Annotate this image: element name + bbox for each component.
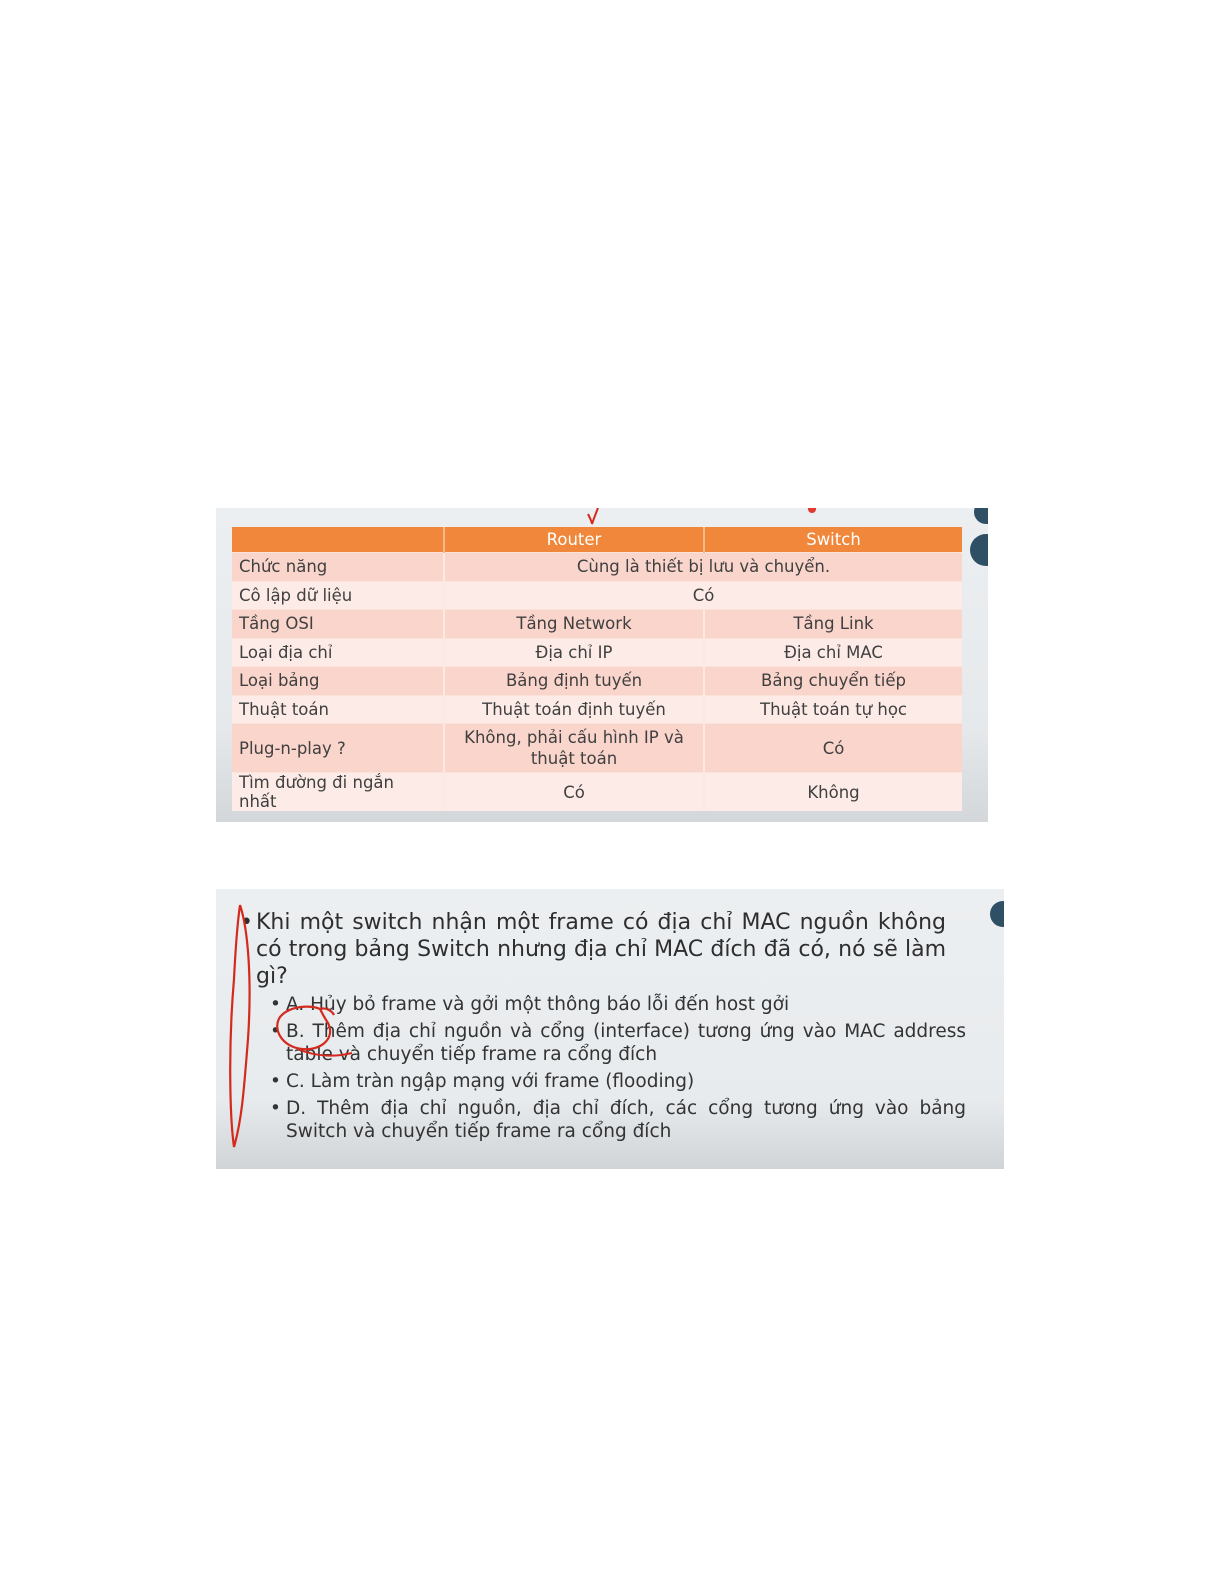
switch-cell: Tầng Link: [704, 610, 962, 639]
slide-decoration-dot: [974, 508, 988, 524]
pen-annotation-check: [586, 508, 616, 528]
merged-cell: Có: [444, 581, 962, 610]
merged-cell: Cùng là thiết bị lưu và chuyển.: [444, 553, 962, 582]
row-label: Tầng OSI: [232, 610, 444, 639]
table-row: [232, 773, 962, 812]
table-row: [232, 695, 962, 724]
switch-cell: Thuật toán tự học: [704, 695, 962, 724]
switch-cell: Không: [704, 773, 962, 812]
router-cell: Bảng định tuyến: [444, 667, 704, 696]
table-row: [232, 610, 962, 639]
bullet-icon: •: [240, 910, 253, 935]
row-label: Loại bảng: [232, 667, 444, 696]
router-cell: Địa chỉ IP: [444, 638, 704, 667]
switch-cell: Địa chỉ MAC: [704, 638, 962, 667]
row-label: Thuật toán: [232, 695, 444, 724]
router-cell: Tầng Network: [444, 610, 704, 639]
slide-decoration-dot: [970, 534, 988, 566]
option-c: • C. Làm tràn ngập mạng với frame (flooding): [286, 1070, 966, 1093]
header-blank: [232, 527, 444, 553]
quiz-question: [240, 909, 946, 990]
answer-options: [286, 993, 966, 1147]
option-a: • A. Hủy bỏ frame và gởi một thông báo lỗi đến host gởi: [286, 993, 966, 1016]
row-label: Loại địa chỉ: [232, 638, 444, 667]
comparison-slide: [216, 508, 988, 822]
router-cell: Có: [444, 773, 704, 812]
router-cell: [444, 724, 704, 773]
table-row: [232, 553, 962, 582]
option-b: • B. Thêm địa chỉ nguồn và cổng (interface) tương ứng vào MAC address table và chuyển tiếp frame ra cổng đích: [286, 1020, 966, 1066]
pen-bracket: [230, 905, 249, 1147]
switch-cell: Có: [704, 724, 962, 773]
quiz-slide: [216, 889, 1004, 1169]
router-cell-line: thuật toán: [530, 749, 618, 768]
table-header-row: [232, 527, 962, 553]
table-row: [232, 581, 962, 610]
option-d: • D. Thêm địa chỉ nguồn, địa chỉ đích, các cổng tương ứng vào bảng Switch và chuyển tiếp frame ra cổng đích: [286, 1097, 966, 1143]
router-cell: Thuật toán định tuyến: [444, 695, 704, 724]
row-label: Plug-n-play ?: [232, 724, 444, 773]
row-label: Chức năng: [232, 553, 444, 582]
header-router: Router: [444, 527, 704, 553]
table-row: [232, 724, 962, 773]
question-text: Khi một switch nhận một frame có địa chỉ MAC nguồn không có trong bảng Switch nhưng địa chỉ MAC đích đã có, nó sẽ làm gì?: [256, 910, 946, 989]
row-label: Cô lập dữ liệu: [232, 581, 444, 610]
table-row: [232, 638, 962, 667]
table-row: [232, 667, 962, 696]
router-cell-line: Không, phải cấu hình IP và: [464, 728, 684, 747]
annotation-mark: [808, 508, 816, 513]
slide-decoration-dot: [990, 901, 1004, 927]
switch-cell: Bảng chuyển tiếp: [704, 667, 962, 696]
header-switch: Switch: [704, 527, 962, 553]
row-label: Tìm đường đi ngắn nhất: [232, 773, 444, 812]
router-switch-comparison-table: [232, 527, 962, 811]
